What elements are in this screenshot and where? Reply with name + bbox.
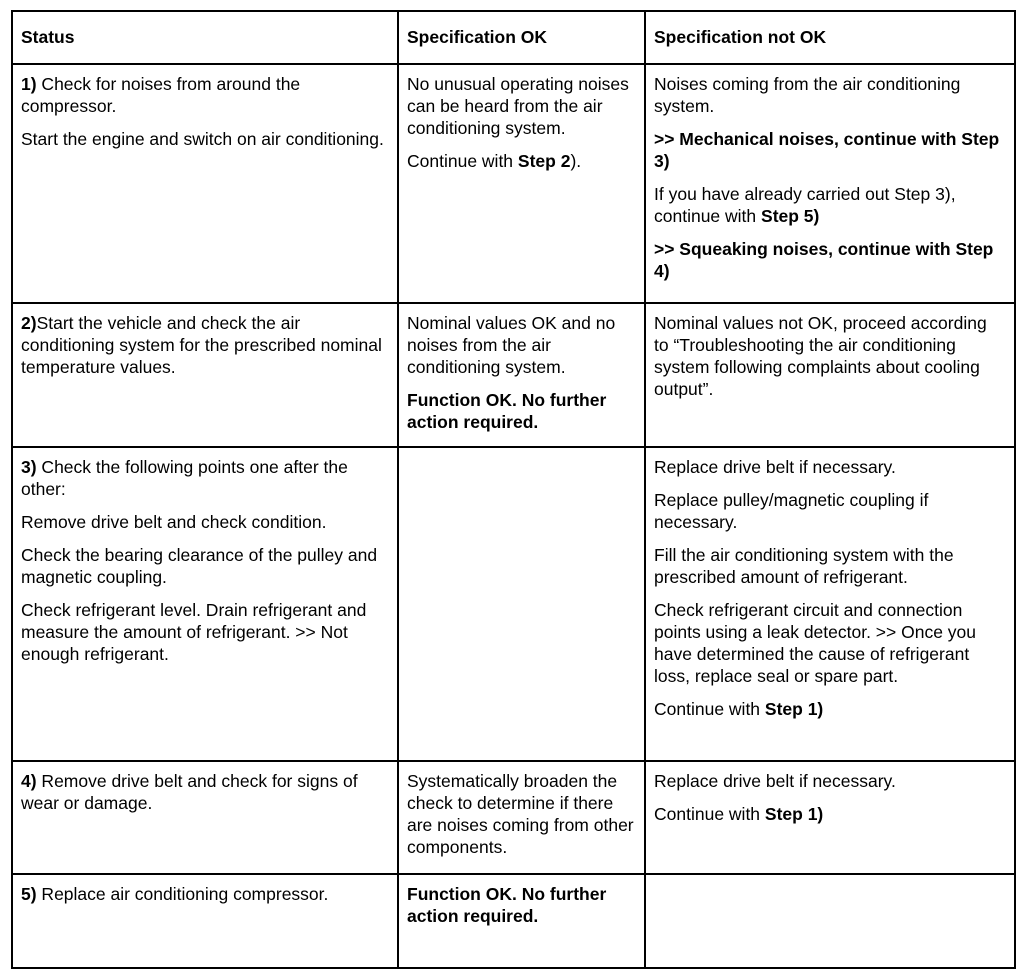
table-row (12, 303, 1015, 447)
spec-not-ok-cell (645, 874, 1015, 968)
table-row (12, 761, 1015, 874)
paragraph: Replace pulley/magnetic coupling if necessary. (654, 490, 929, 532)
spec-ok-cell (398, 303, 645, 447)
table-row (12, 447, 1015, 761)
spec-not-ok-cell (645, 64, 1015, 303)
paragraph: 5) Replace air conditioning compressor. (21, 884, 329, 904)
spec-ok-cell (398, 761, 645, 874)
paragraph: >> Mechanical noises, continue with Step 3) (654, 129, 1000, 171)
paragraph: 2)Start the vehicle and check the air conditioning system for the prescribed nominal temperature values. (21, 313, 382, 377)
paragraph: Check refrigerant circuit and connection points using a leak detector. >> Once you have determined the cause of refrigerant loss, replace seal or spare part. (654, 600, 977, 686)
status-cell (12, 761, 398, 874)
paragraph: Nominal values OK and no noises from the air conditioning system. (407, 313, 616, 377)
spec-not-ok-cell (645, 447, 1015, 761)
paragraph: >> Squeaking noises, continue with Step 4) (654, 239, 994, 281)
paragraph: 4) Remove drive belt and check for signs of wear or damage. (21, 771, 358, 813)
paragraph: If you have already carried out Step 3), continue with Step 5) (654, 184, 956, 226)
paragraph: Continue with Step 2). (407, 151, 582, 171)
header-row (12, 11, 1015, 64)
paragraph: Continue with Step 1) (654, 804, 824, 824)
paragraph: Replace drive belt if necessary. (654, 771, 896, 791)
spec-ok-cell (398, 874, 645, 968)
paragraph: Function OK. No further action required. (407, 390, 607, 432)
spec-not-ok-cell (645, 761, 1015, 874)
paragraph: Remove drive belt and check condition. (21, 512, 327, 532)
paragraph: Continue with Step 1) (654, 699, 824, 719)
paragraph: Fill the air conditioning system with the prescribed amount of refrigerant. (654, 545, 954, 587)
table-row (12, 874, 1015, 968)
header-spec-ok: Specification OK (398, 11, 645, 64)
paragraph: Nominal values not OK, proceed according to “Troubleshooting the air conditioning system following complaints about cooling output”. (654, 313, 987, 399)
paragraph: Noises coming from the air conditioning system. (654, 74, 961, 116)
spec-ok-cell (398, 447, 645, 761)
spec-not-ok-cell (645, 303, 1015, 447)
paragraph: 3) Check the following points one after the other: (21, 457, 348, 499)
table-row (12, 64, 1015, 303)
header-spec-not-ok: Specification not OK (645, 11, 1015, 64)
paragraph: 1) Check for noises from around the compressor. (21, 74, 301, 116)
paragraph: Start the engine and switch on air conditioning. (21, 129, 384, 149)
paragraph: Check refrigerant level. Drain refrigerant and measure the amount of refrigerant. >> Not enough refrigerant. (21, 600, 367, 664)
paragraph: Check the bearing clearance of the pulley and magnetic coupling. (21, 545, 378, 587)
paragraph: Systematically broaden the check to determine if there are noises coming from other components. (407, 771, 634, 857)
spec-ok-cell (398, 64, 645, 303)
status-cell (12, 874, 398, 968)
troubleshooting-table (11, 10, 1016, 969)
paragraph: No unusual operating noises can be heard from the air conditioning system. (407, 74, 629, 138)
paragraph: Replace drive belt if necessary. (654, 457, 896, 477)
status-cell (12, 447, 398, 761)
status-cell (12, 303, 398, 447)
status-cell (12, 64, 398, 303)
paragraph: Function OK. No further action required. (407, 884, 607, 926)
header-status: Status (12, 11, 398, 64)
